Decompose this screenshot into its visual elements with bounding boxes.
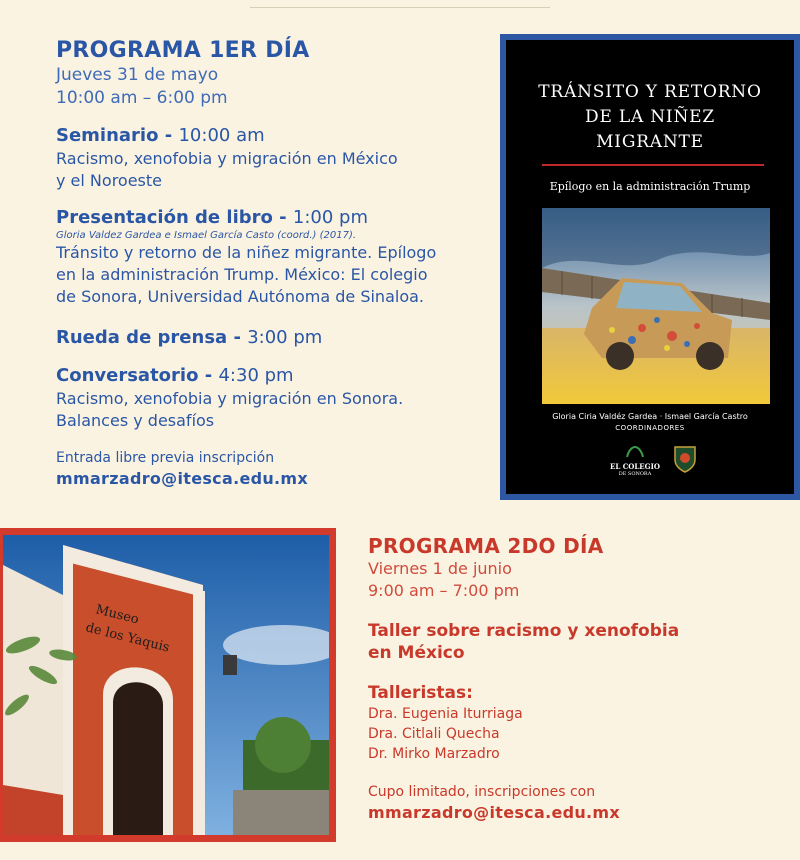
contact-email-link[interactable]: mmarzadro@itesca.edu.mx xyxy=(368,803,621,822)
item-title: Seminario - xyxy=(56,125,179,146)
item-title: Conversatorio - xyxy=(56,365,219,386)
registration-note: Cupo limitado, inscripciones con xyxy=(368,784,596,800)
program-day-1 xyxy=(56,38,496,490)
day2-date: Viernes 1 de junio xyxy=(368,559,512,578)
book-title-line: MIGRANTE xyxy=(596,132,704,152)
presenter-name: Dr. Mirko Marzadro xyxy=(368,746,500,762)
book-coordinators-label: COORDINADORES xyxy=(615,424,685,432)
item-time: 3:00 pm xyxy=(247,327,323,348)
day1-date: Jueves 31 de mayo xyxy=(56,65,219,85)
item-text-line: y el Noroeste xyxy=(56,171,162,190)
program-day-2 xyxy=(368,534,788,824)
logo-subtext: DE SONORA xyxy=(618,471,652,477)
book-divider xyxy=(542,164,764,166)
presenters xyxy=(368,682,788,764)
item-conversatorio xyxy=(56,364,496,432)
item-title: Presentación de libro - xyxy=(56,207,293,228)
item-text-line: en la administración Trump. México: El colegio xyxy=(56,265,428,284)
day1-heading: PROGRAMA 1ER DÍA xyxy=(56,38,310,63)
day2-heading: PROGRAMA 2DO DÍA xyxy=(368,534,604,558)
item-text-line: Racismo, xenofobia y migración en México xyxy=(56,149,398,168)
item-time: 1:00 pm xyxy=(292,207,368,228)
presenter-name: Dra. Citlali Quecha xyxy=(368,726,500,742)
item-time: 10:00 am xyxy=(178,125,265,146)
book-authors: Gloria Ciria Valdéz Gardea · Ismael García Castro xyxy=(552,412,748,421)
museo-yaquis-photo xyxy=(0,528,336,842)
logo-text: EL COLEGIO xyxy=(610,462,660,471)
museum-sign-line1: Museo xyxy=(94,602,141,628)
item-presentacion xyxy=(56,206,496,308)
colegio-de-sonora-logo xyxy=(610,444,660,477)
item-rueda xyxy=(56,326,496,350)
day2-hours: 9:00 am – 7:00 pm xyxy=(368,581,520,600)
item-seminario xyxy=(56,124,496,192)
book-subtitle: Epílogo en la administración Trump xyxy=(549,180,751,193)
item-text-line: Racismo, xenofobia y migración en Sonora. xyxy=(56,389,404,408)
item-citation: Gloria Valdez Gardea e Ismael García Casto (coord.) (2017). xyxy=(56,230,357,241)
item-time: 4:30 pm xyxy=(218,365,294,386)
item-text-line: Tránsito y retorno de la niñez migrante. Epílogo xyxy=(56,243,437,262)
book-title-line: TRÁNSITO Y RETORNO xyxy=(538,82,762,102)
workshop-title xyxy=(368,620,788,664)
book-cover xyxy=(500,34,800,500)
contact-email-link[interactable]: mmarzadro@itesca.edu.mx xyxy=(56,469,309,488)
item-text-line: de Sonora, Universidad Autónoma de Sinaloa. xyxy=(56,287,424,306)
book-cover-photo-car xyxy=(542,208,770,404)
book-title xyxy=(506,80,794,155)
museum-sign-line2: de los Yaquis xyxy=(84,620,171,656)
university-crest-icon xyxy=(672,444,698,474)
workshop-title-line: Taller sobre racismo y xenofobia xyxy=(368,621,680,641)
workshop-title-line: en México xyxy=(368,643,465,663)
laurel-icon xyxy=(625,445,645,459)
item-title: Rueda de prensa - xyxy=(56,327,248,348)
book-title-line: DE LA NIÑEZ xyxy=(585,107,715,127)
day1-hours: 10:00 am – 6:00 pm xyxy=(56,88,228,108)
top-edge-decoration xyxy=(0,0,800,8)
item-text-line: Balances y desafíos xyxy=(56,411,215,430)
registration-note: Entrada libre previa inscripción xyxy=(56,450,275,466)
presenters-label: Talleristas: xyxy=(368,683,473,703)
presenter-name: Dra. Eugenia Iturriaga xyxy=(368,706,523,722)
